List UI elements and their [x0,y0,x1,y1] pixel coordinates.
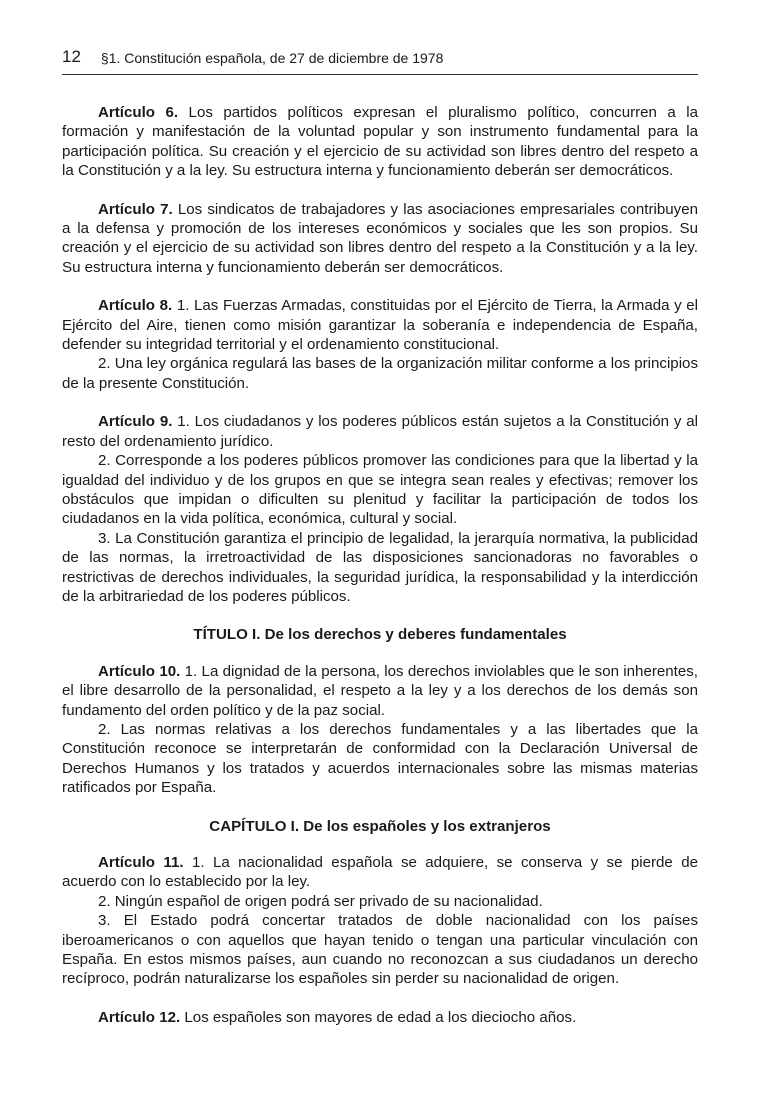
article-paragraph [62,296,698,354]
article-12 [62,1008,698,1027]
article-paragraph: 3. La Constitución garantiza el principio de legalidad, la jerarquía normativa, la publicidad de las normas, la irretroactividad de las disposiciones sancionadoras no favorables o restrictivas de derechos individuales, la seguridad jurídica, la responsabilidad y la interdicción de la arbitrariedad de los poderes públicos. [62,529,698,605]
article-paragraph: 2. Ningún español de origen podrá ser privado de su nacionalidad. [98,892,543,910]
article-paragraph [62,200,698,278]
running-header [62,48,698,75]
paragraph-text: Los españoles son mayores de edad a los dieciocho años. [184,1008,577,1026]
article-11 [62,853,698,989]
article-8 [62,296,698,393]
article-paragraph: 2. Corresponde a los poderes públicos promover las condiciones para que la libertad y la igualdad del individuo y de los grupos en que se integra sean reales y efectivas; remover los obstáculos que impidan o dificulten su plenitud y facilitar la participación de todos los ciudadanos en la vida política, económica, cultural y social. [62,452,698,528]
article-paragraph [62,662,698,720]
body-text [62,103,698,1046]
article-label: Artículo 7. [98,200,173,218]
article-label: Artículo 10. [98,662,181,680]
article-9 [62,412,698,606]
article-paragraph: 2. Una ley orgánica regulará las bases de la organización militar conforme a los principios de la presente Constitución. [62,355,698,392]
article-6 [62,103,698,181]
article-label: Artículo 11. [98,854,184,871]
paragraph-text: 1. Los ciudadanos y los poderes públicos están sujetos a la Constitución y al resto del ordenamiento jurídico. [62,413,698,450]
article-label: Artículo 6. [98,104,179,121]
article-paragraph [62,1008,698,1027]
article-10 [62,662,698,798]
article-paragraph [62,853,698,892]
article-label: Artículo 9. [98,413,173,431]
paragraph-text: 1. Las Fuerzas Armadas, constituidas por el Ejército de Tierra, la Armada y el Ejército del Aire, tienen como misión garantizar la soberanía e independencia de España, defender su integridad territorial y el ordenamiento constitucional. [62,297,698,354]
article-7 [62,200,698,278]
article-paragraph [62,103,698,181]
paragraph-text: 1. La nacionalidad española se adquiere, se conserva y se pierde de acuerdo con lo establecido por la ley. [62,854,699,891]
paragraph-text: Los partidos políticos expresan el pluralismo político, concurren a la formación y manifestación de la voluntad popular y son instrumento fundamental para la participación política. Su creación y el ejercicio de su actividad son libres dentro del respeto a la Constitución y a la ley. Su estructura interna y funcionamiento deberán ser democráticos. [62,104,698,180]
article-label: Artículo 12. [98,1008,181,1026]
paragraph-text: Los sindicatos de trabajadores y las asociaciones empresariales contribuyen a la defensa y promoción de los intereses económicos y sociales que les son propios. Su creación y el ejercicio de su actividad son libres dentro del respeto a la Constitución y a la ley. Su estructura interna y funcionamiento deberán ser democráticos. [62,200,698,276]
article-label: Artículo 8. [98,297,173,315]
titulo-heading: TÍTULO I. De los derechos y deberes fundamentales [193,626,567,644]
header-title: §1. Constitución española, de 27 de diciembre de 1978 [100,50,444,66]
article-paragraph: 2. Las normas relativas a los derechos fundamentales y a las libertades que la Constitución reconoce se interpretarán de conformidad con la Declaración Universal de Derechos Humanos y los tratados y acuerdos internacionales sobre las mismas materias ratificados por España. [62,720,698,797]
paragraph-text: 1. La dignidad de la persona, los derechos inviolables que le son inherentes, el libre desarrollo de la personalidad, el respeto a la ley y a los derechos de los demás son fundamento del orden político y de la paz social. [62,662,698,719]
article-paragraph [62,412,698,451]
page-number: 12 [62,47,81,66]
capitulo-heading: CAPÍTULO I. De los españoles y los extranjeros [209,817,551,835]
article-paragraph: 3. El Estado podrá concertar tratados de doble nacionalidad con los países iberoamericanos o con aquellos que hayan tenido o tengan una particular vinculación con España. En estos mismos países, aun cuando no reconozcan a sus ciudadanos un derecho recíproco, podrán naturalizarse los españoles sin perder su nacionalidad de origen. [62,912,698,988]
